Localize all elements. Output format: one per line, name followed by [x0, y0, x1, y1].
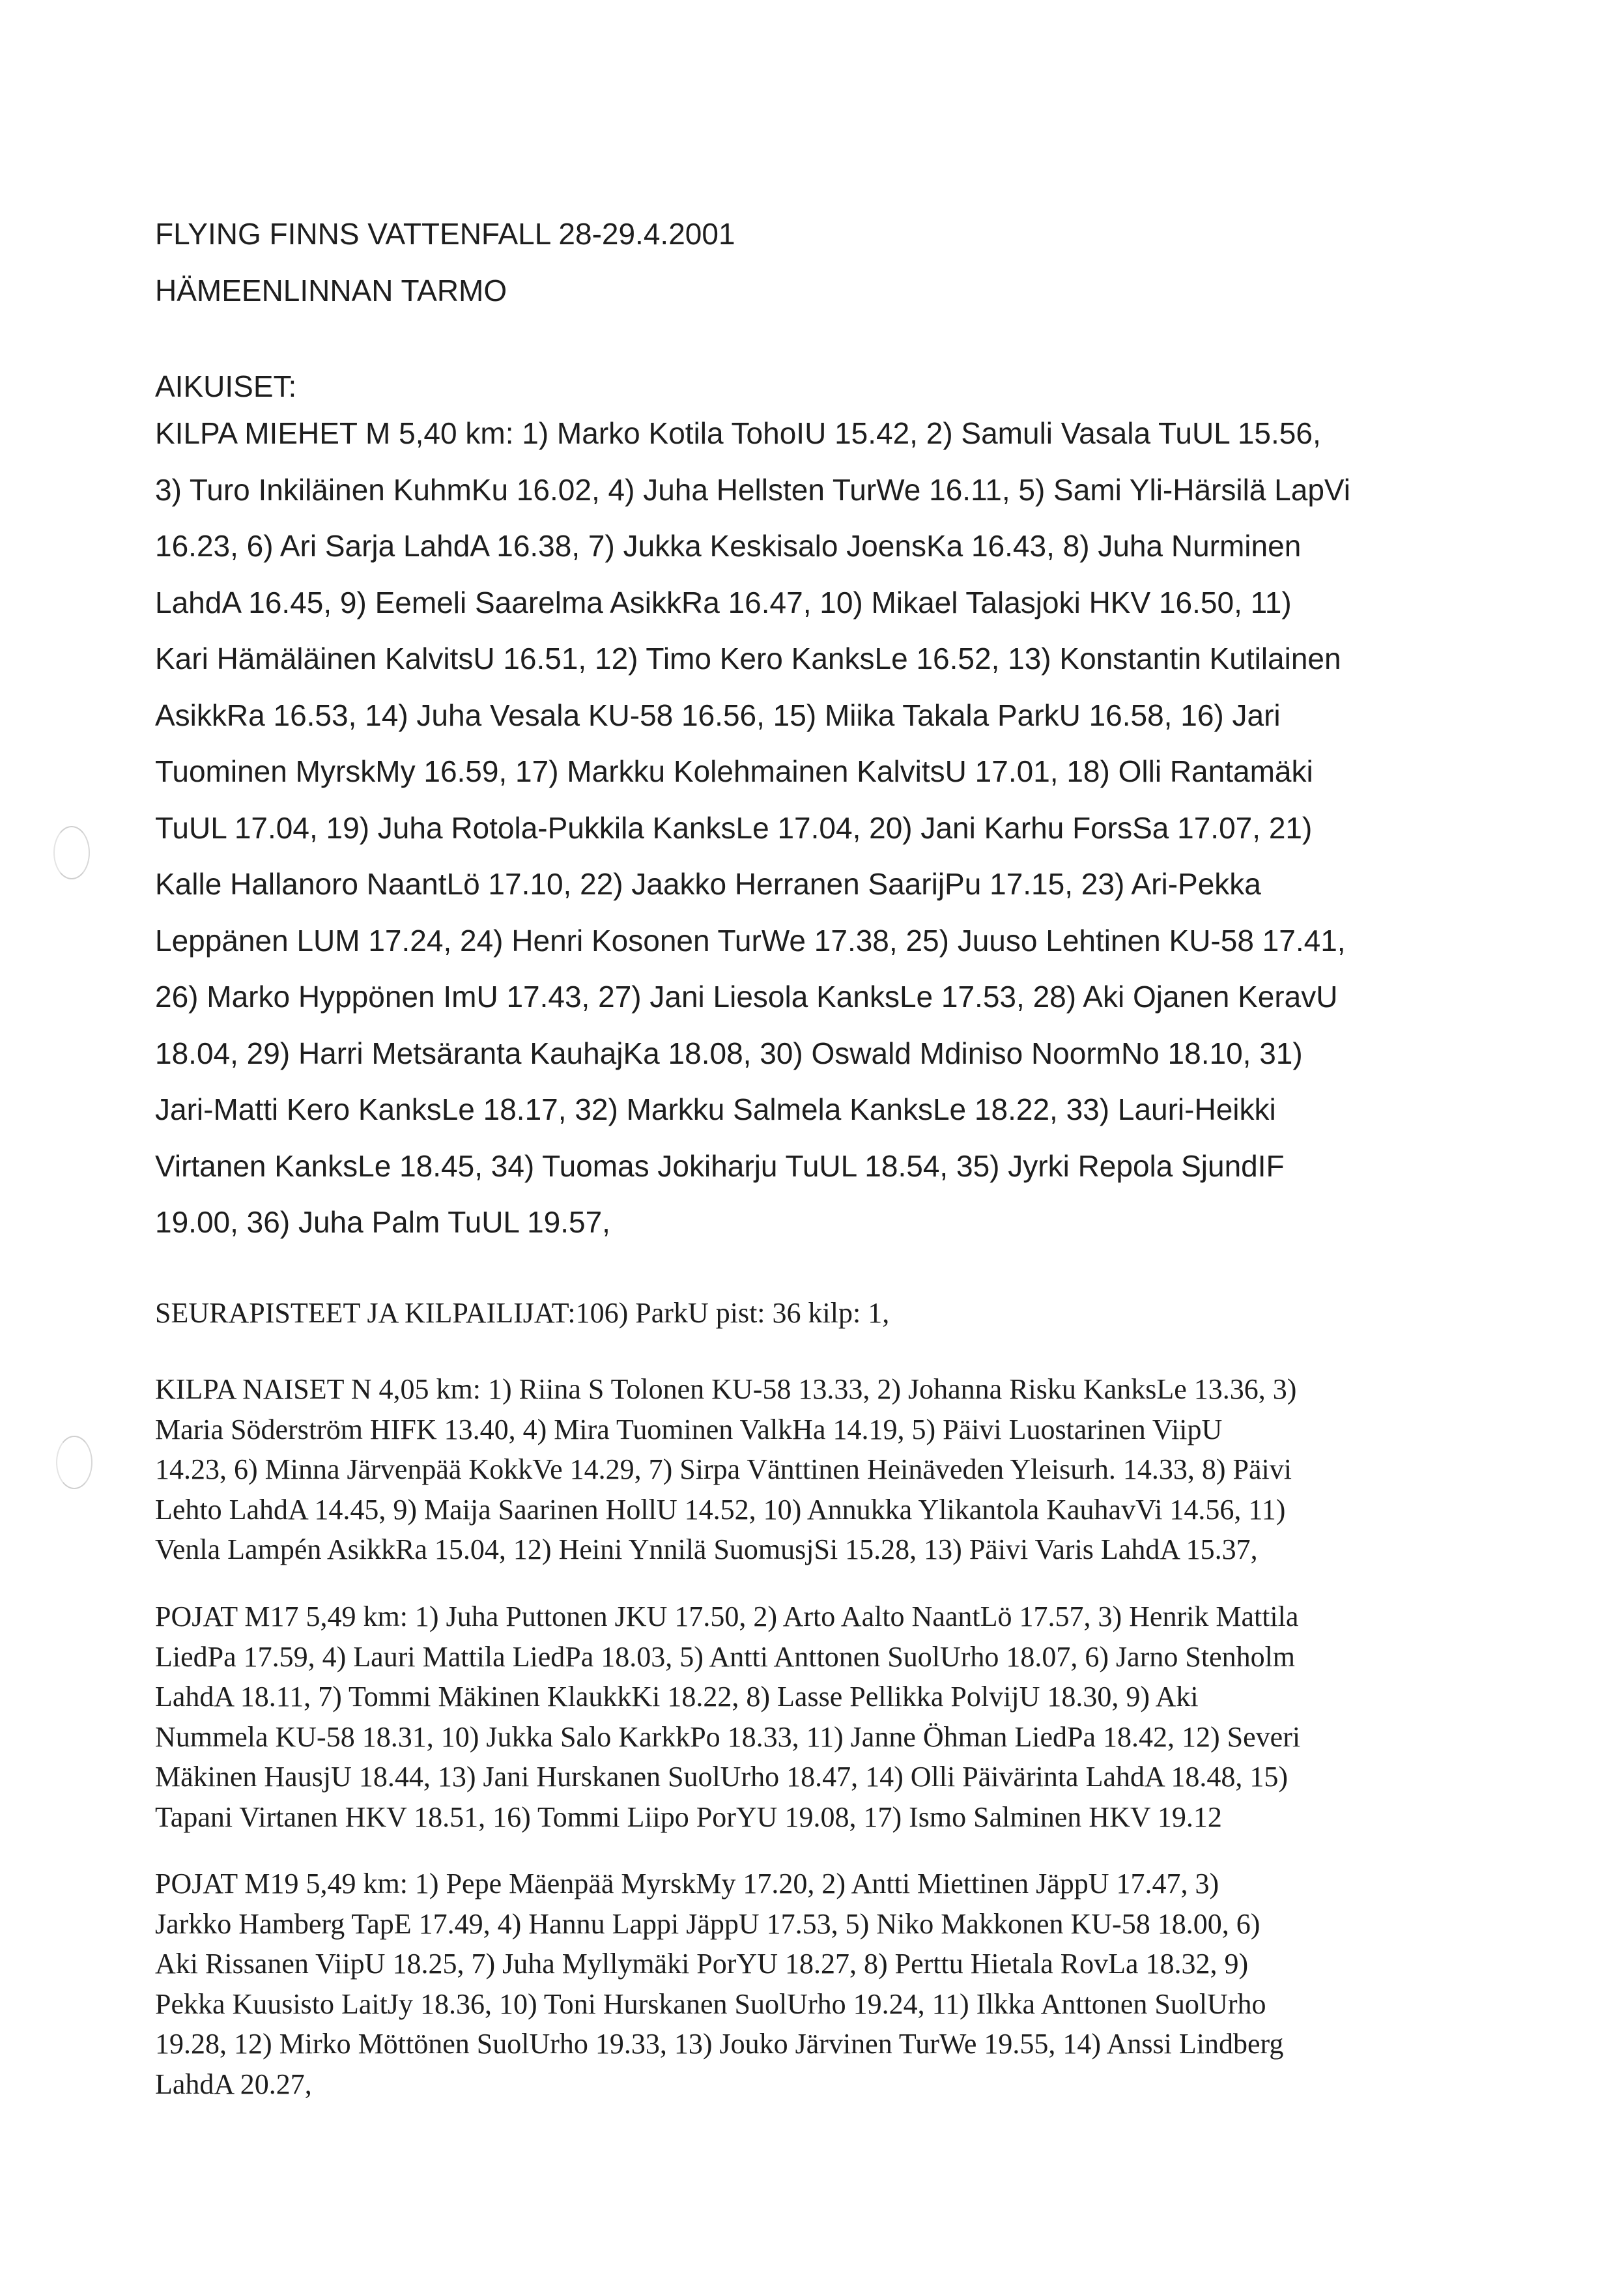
club-points-line: SEURAPISTEET JA KILPAILIJAT:106) ParkU pist: 36 kilp: 1, — [155, 1297, 890, 1329]
organizer-line: HÄMEENLINNAN TARMO — [155, 274, 507, 307]
boys-m17-results-paragraph: POJAT M17 5,49 km: 1) Juha Puttonen JKU 17.50, 2) Arto Aalto NaantLö 17.57, 3) Henrik Mattila LiedPa 17.59, 4) Lauri Mattila LiedPa 18.03, 5) Antti Anttonen SuolUrho 18.07, 6) Jarno Stenholm LahdA 18.11, 7) Tommi Mäkinen KlaukkKi 18.22, 8) Lasse Pellikka PolvijU 18.30, 9) Aki Nummela KU-58 18.31, 10) Jukka Salo KarkkPo 18.33, 11) Janne Öhman LiedPa 18.42, 12) Severi Mäkinen HausjU 18.44, 13) Jani Hurskanen SuolUrho 18.47, 14) Olli Päivärinta LahdA 18.48, 15) Tapani Virtanen HKV 18.51, 16) Tommi Liipo PorYU 19.08, 17) Ismo Salminen HKV 19.12 — [155, 1601, 1301, 1833]
document-title: FLYING FINNS VATTENFALL 28-29.4.2001 — [155, 217, 735, 251]
punch-hole-mark — [53, 826, 90, 879]
punch-hole-mark — [56, 1436, 93, 1489]
section-heading: AIKUISET: — [155, 369, 297, 403]
women-results-paragraph: KILPA NAISET N 4,05 km: 1) Riina S Tolonen KU-58 13.33, 2) Johanna Risku KanksLe 13.36, 3) Maria Söderström HIFK 13.40, 4) Mira Tuominen ValkHa 14.19, 5) Päivi Luostarinen ViipU 14.23, 6) Minna Järvenpää KokkVe 14.29, 7) Sirpa Vänttinen Heinäveden Yleisurh. 14.33, 8) Päivi Lehto LahdA 14.45, 9) Maija Saarinen HollU 14.52, 10) Annukka Ylikantola KauhavVi 14.56, 11) Venla Lampén AsikkRa 15.04, 12) Heini Ynnilä SuomusjSi 15.28, 13) Päivi Varis LahdA 15.37, — [155, 1373, 1297, 1565]
boys-m19-results-paragraph: POJAT M19 5,49 km: 1) Pepe Mäenpää MyrskMy 17.20, 2) Antti Miettinen JäppU 17.47, 3) Jarkko Hamberg TapE 17.49, 4) Hannu Lappi JäppU 17.53, 5) Niko Makkonen KU-58 18.00, 6) Aki Rissanen ViipU 18.25, 7) Juha Myllymäki PorYU 18.27, 8) Perttu Hietala RovLa 18.32, 9) Pekka Kuusisto LaitJy 18.36, 10) Toni Hurskanen SuolUrho 19.24, 11) Ilkka Anttonen SuolUrho 19.28, 12) Mirko Möttönen SuolUrho 19.33, 13) Jouko Järvinen TurWe 19.55, 14) Anssi Lindberg LahdA 20.27, — [155, 1868, 1284, 2100]
men-results-paragraph: KILPA MIEHET M 5,40 km: 1) Marko Kotila TohoIU 15.42, 2) Samuli Vasala TuUL 15.56, 3) Turo Inkiläinen KuhmKu 16.02, 4) Juha Hellsten TurWe 16.11, 5) Sami Yli-Härsilä LapVi 16.23, 6) Ari Sarja LahdA 16.38, 7) Jukka Keskisalo JoensKa 16.43, 8) Juha Nurminen LahdA 16.45, 9) Eemeli Saarelma AsikkRa 16.47, 10) Mikael Talasjoki HKV 16.50, 11) Kari Hämäläinen KalvitsU 16.51, 12) Timo Kero KanksLe 16.52, 13) Konstantin Kutilainen AsikkRa 16.53, 14) Juha Vesala KU-58 16.56, 15) Miika Takala ParkU 16.58, 16) Jari Tuominen MyrskMy 16.59, 17) Markku Kolehmainen KalvitsU 17.01, 18) Olli Rantamäki TuUL 17.04, 19) Juha Rotola-Pukkila KanksLe 17.04, 20) Jani Karhu ForsSa 17.07, 21) Kalle Hallanoro NaantLö 17.10, 22) Jaakko Herranen SaarijPu 17.15, 23) Ari-Pekka Leppänen LUM 17.24, 24) Henri Kosonen TurWe 17.38, 25) Juuso Lehtinen KU-58 17.41, 26) Marko Hyppönen ImU 17.43, 27) Jani Liesola KanksLe 17.53, 28) Aki Ojanen KeravU 18.04, 29) Harri Metsäranta KauhajKa 18.08, 30) Oswald Mdiniso NoormNo 18.10, 31) Jari-Matti Kero KanksLe 18.17, 32) Markku Salmela KanksLe 18.22, 33) Lauri-Heikki Virtanen KanksLe 18.45, 34) Tuomas Jokiharju TuUL 18.54, 35) Jyrki Repola SjundIF 19.00, 36) Juha Palm TuUL 19.57, — [155, 416, 1350, 1239]
